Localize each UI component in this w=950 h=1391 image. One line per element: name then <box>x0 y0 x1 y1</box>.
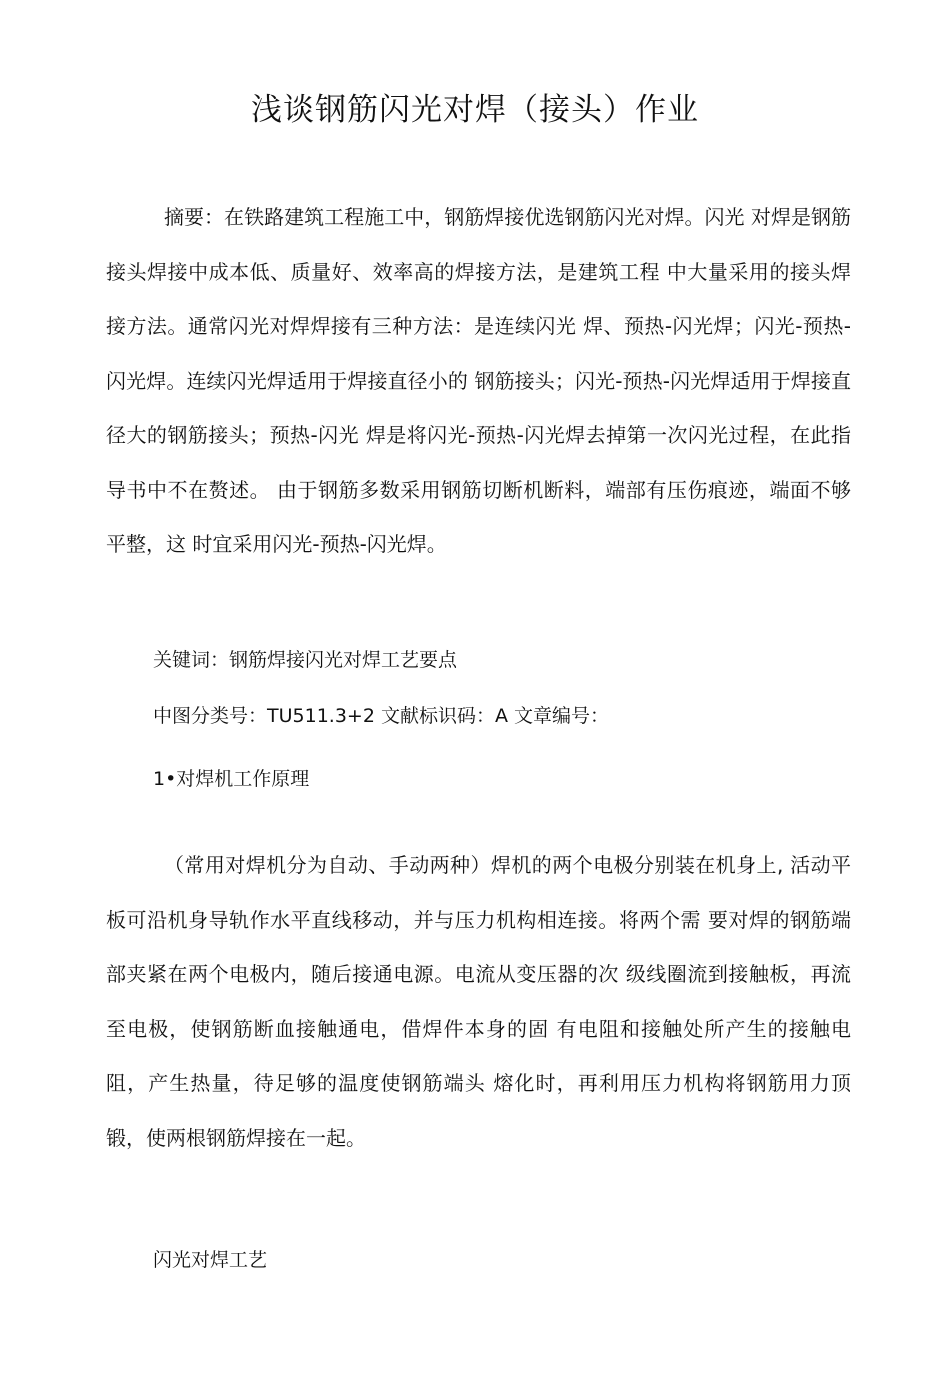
keywords-line: 关键词：钢筋焊接闪光对焊工艺要点 <box>153 649 458 671</box>
section-heading-working-principle: 1•对焊机工作原理 <box>153 768 310 790</box>
document-title: 浅谈钢筋闪光对焊（接头）作业 <box>251 92 699 128</box>
working-principle-paragraph: （常用对焊机分为自动、手动两种）焊机的两个电极分别装在机身上, 活动平板可沿机身导轨作水平直线移动，并与压力机构相连接。将两个需 要对焊的钢筋端部夹紧在两个电极内，随后接通电源。电流从变压器的次 级线圈流到接触板，再流至电极，使钢筋断血接触通电，借焊件本身的固 有电阻和接触处所产生的接触电阻，产生热量，待足够的温度使钢筋端头 熔化时，再利用压力机构将钢筋用力顶锻，使两根钢筋焊接在一起。 <box>106 853 851 1150</box>
section-heading-flash-butt-welding-process: 闪光对焊工艺 <box>153 1249 268 1271</box>
classification-line: 中图分类号：TU511.3+2 文献标识码：A 文章编号： <box>153 705 609 727</box>
abstract-paragraph: 摘要：在铁路建筑工程施工中，钢筋焊接优选钢筋闪光对焊。闪光 对焊是钢筋接头焊接中成本低、质量好、效率高的焊接方法，是建筑工程 中大量采用的接头焊接方法。通常闪光对焊焊接有三种方法：是连续闪光 焊、预热-闪光焊；闪光-预热-闪光焊。连续闪光焊适用于焊接直径小的 钢筋接头；闪光-预热-闪光焊适用于焊接直径大的钢筋接头；预热-闪光 焊是将闪光-预热-闪光焊去掉第一次闪光过程，在此指导书中不在赘述。 由于钢筋多数采用钢筋切断机断料，端部有压伤痕迹，端面不够平整，这 时宜采用闪光-预热-闪光焊。 <box>106 205 851 556</box>
